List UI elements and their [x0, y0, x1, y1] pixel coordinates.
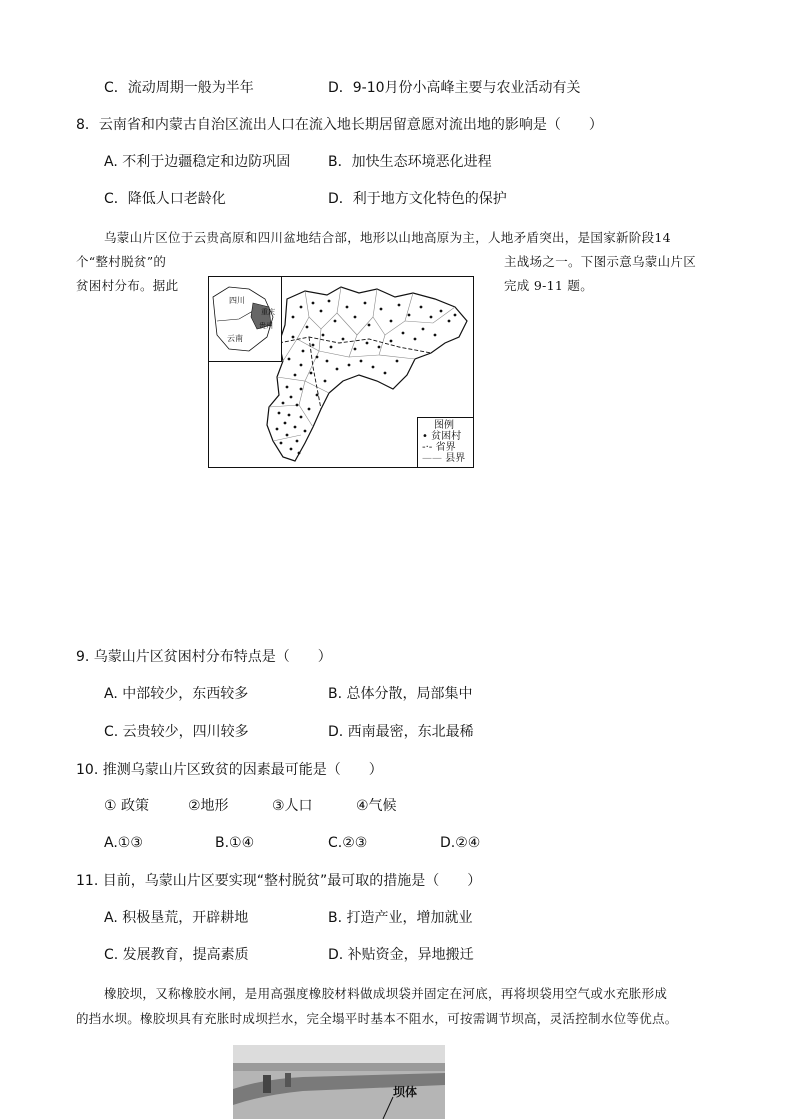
- passage1-line3-left: 贫困村分布。据此: [76, 278, 179, 293]
- inset-label-yunnan: 云南: [227, 334, 243, 343]
- passage1-line3-right: 完成 9-11 题。: [504, 278, 594, 293]
- legend-title: 图例: [434, 420, 454, 431]
- q10-factor-3: ③人口: [272, 798, 313, 814]
- q10-factor-4: ④气候: [356, 798, 397, 814]
- q10-option-d: D.②④: [440, 835, 481, 851]
- q9-stem: 9. 乌蒙山片区贫困村分布特点是（ ）: [76, 649, 332, 665]
- q11-option-b: B. 打造产业，增加就业: [328, 910, 473, 926]
- passage2-line2: 的挡水坝。橡胶坝具有充胀时成坝拦水，完全塌平时基本不阻水，可按需调节坝高，灵活控制水位等优点。: [76, 1011, 678, 1026]
- q9-option-a: A. 中部较少，东西较多: [104, 686, 249, 702]
- q10-factor-2: ②地形: [188, 798, 229, 814]
- q10-stem: 10. 推测乌蒙山片区致贫的因素最可能是（ ）: [76, 762, 383, 778]
- q11-option-c: C. 发展教育，提高素质: [104, 947, 249, 963]
- village-dot-icon: •: [422, 431, 428, 442]
- passage1-line2-right: 主战场之一。下图示意乌蒙山片区: [504, 254, 697, 269]
- map-legend: [417, 417, 473, 467]
- q9-option-b: B. 总体分散，局部集中: [328, 686, 473, 702]
- legend-village: 贫困村: [431, 431, 462, 442]
- q11-option-a: A. 积极垦荒，开辟耕地: [104, 910, 249, 926]
- q8-stem: 8．云南省和内蒙古自治区流出人口在流入地长期居留意愿对流出地的影响是（ ）: [76, 117, 603, 133]
- q10-factor-1: ① 政策: [104, 798, 150, 814]
- inset-label-chongqing: 重庆: [261, 308, 275, 316]
- location-inset-map: [209, 277, 282, 362]
- county-border-icon: ——: [422, 453, 442, 464]
- rubber-dam-illustration: [233, 1045, 445, 1119]
- q8-option-d: D．利于地方文化特色的保护: [328, 191, 507, 207]
- q8-option-b: B．加快生态环境恶化进程: [328, 154, 492, 170]
- passage1-line2-left: 个“整村脱贫”的: [76, 254, 167, 269]
- q11-option-d: D. 补贴资金，异地搬迁: [328, 947, 474, 963]
- legend-county-border: 县界: [445, 453, 466, 464]
- q9-option-d: D. 西南最密，东北最稀: [328, 724, 474, 740]
- q10-option-c: C.②③: [328, 835, 368, 851]
- dam-body-label: 坝体: [393, 1085, 418, 1099]
- q10-option-a: A.①③: [104, 835, 143, 851]
- inset-label-sichuan: 四川: [229, 296, 245, 305]
- poverty-village-map: [208, 276, 474, 468]
- rubber-dam-photo: [233, 1045, 445, 1119]
- q11-stem: 11. 目前，乌蒙山片区要实现“整村脱贫”最可取的措施是（ ）: [76, 873, 482, 889]
- passage1-line1: 乌蒙山片区位于云贵高原和四川盆地结合部，地形以山地高原为主，人地矛盾突出，是国家新阶段14: [104, 230, 671, 245]
- q8-option-a: A. 不利于边疆稳定和边防巩固: [104, 154, 291, 170]
- q9-option-c: C. 云贵较少，四川较多: [104, 724, 249, 740]
- province-border-icon: ‐·‐: [422, 442, 433, 453]
- inset-outline: [209, 277, 281, 361]
- legend-province-border: 省界: [435, 442, 456, 453]
- q8-option-c: C．降低人口老龄化: [104, 191, 226, 207]
- passage2-line1: 橡胶坝，又称橡胶水闸，是用高强度橡胶材料做成坝袋并固定在河底，再将坝袋用空气或水充胀形成: [104, 986, 668, 1001]
- q7-option-d: D．9-10月份小高峰主要与农业活动有关: [328, 80, 581, 96]
- q7-option-c: C．流动周期一般为半年: [104, 80, 254, 96]
- q10-option-b: B.①④: [215, 835, 255, 851]
- inset-label-guizhou: 贵州: [259, 322, 273, 330]
